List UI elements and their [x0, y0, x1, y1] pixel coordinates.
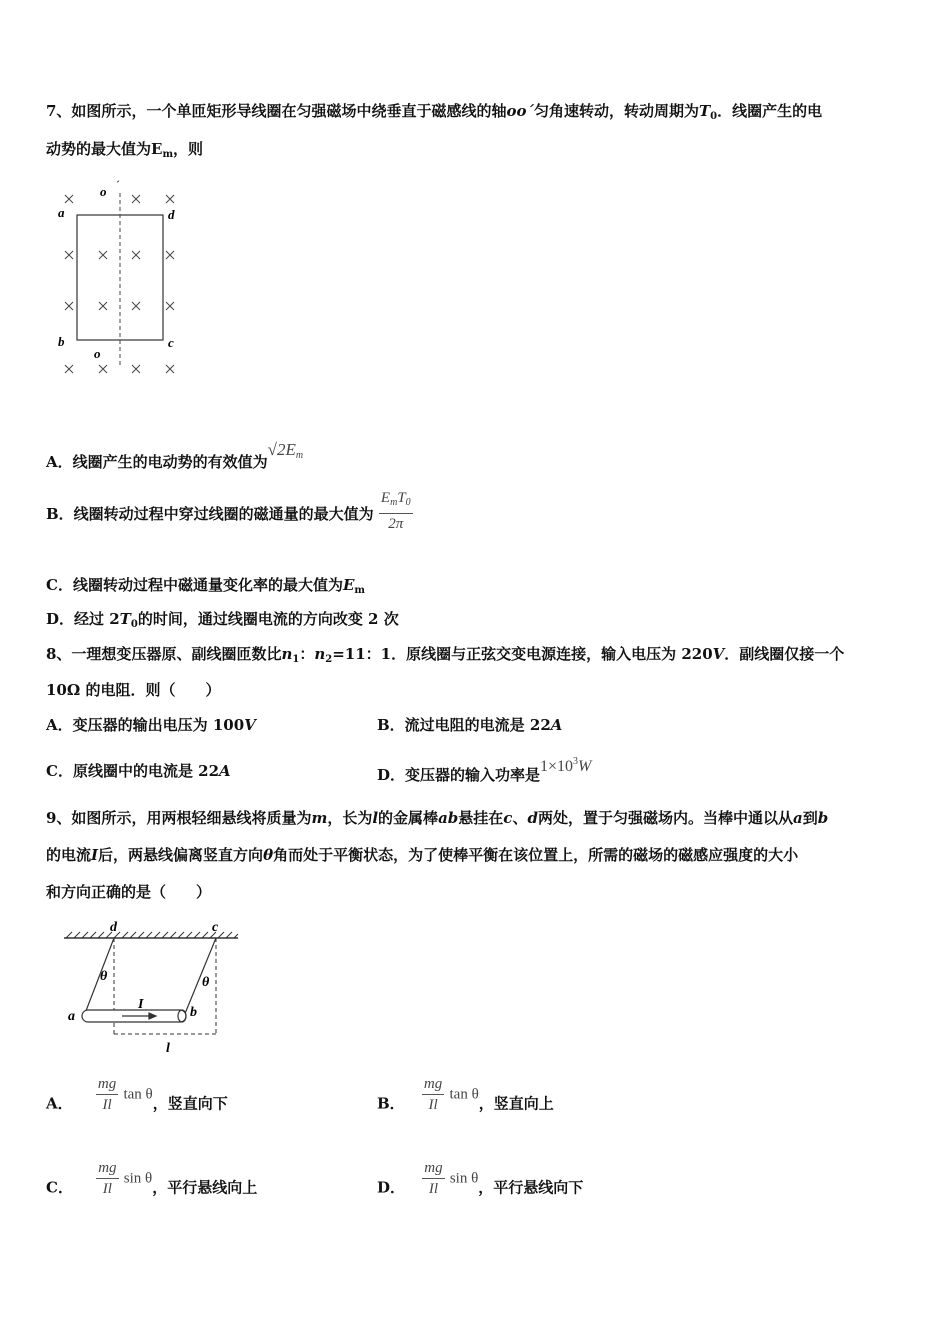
em-t0-over-2pi-formula: $\frac{E_mT_0}{2\pi}$	[380, 490, 411, 532]
q8-option-c[interactable]: C．原线圈中的电流是 22A	[46, 762, 231, 780]
q7-option-a[interactable]: A．线圈产生的电动势的有效值为$√2E_m$	[46, 440, 304, 471]
rod-label-theta-right: θ	[202, 975, 210, 990]
q7-stem-line2: 动势的最大值为$E_m$，则	[46, 140, 204, 160]
q9-option-a[interactable]: A． $\frac{mg}{Il}$ tan θ，竖直向下	[46, 1076, 228, 1113]
q9-stem-line3: 和方向正确的是（ ）	[46, 883, 212, 901]
label-o-top: o	[100, 184, 107, 199]
q9-rod-figure	[60, 912, 250, 1062]
rod-label-current: I	[138, 997, 144, 1012]
label-b: b	[58, 334, 65, 349]
q8-option-d[interactable]: D．变压器的输入功率是$1\times 10^3W$	[377, 756, 592, 784]
q8-stem-line1: 8、一理想变压器原、副线圈匝数比$n_1$：$n_2=11$：1．原线圈与正弦交变电源连接，输入电压为 220V．副线圈仅接一个	[46, 645, 845, 665]
label-d: d	[168, 207, 175, 222]
rod-label-length: l	[166, 1041, 170, 1056]
rod-label-a: a	[68, 1009, 75, 1024]
q9-option-b[interactable]: B． $\frac{mg}{Il}$ tan θ，竖直向上	[377, 1076, 554, 1113]
mg-over-il-formula: $\frac{mg}{Il}$	[97, 1076, 117, 1113]
rod-label-c: c	[212, 920, 219, 935]
q7-coil-figure	[52, 178, 192, 383]
q9-stem-line1: 9、如图所示，用两根轻细悬线将质量为m，长为l的金属棒ab悬挂在c、d两处，置于匀强磁场内。当棒中通以从a到b	[46, 809, 829, 827]
sqrt2-em-formula: $√2E_m$	[267, 440, 304, 461]
rod-label-d: d	[110, 920, 117, 935]
label-a: a	[58, 205, 65, 220]
rod-label-b: b	[190, 1005, 197, 1020]
q9-option-d[interactable]: D． $\frac{mg}{Il}$ sin θ，平行悬线向下	[377, 1160, 584, 1197]
q7-stem-line1: 7、如图所示，一个单匝矩形导线圈在匀强磁场中绕垂直于磁感线的轴oo´匀角速转动，转动周期为$T_0$．线圈产生的电	[46, 102, 823, 122]
mg-over-il-formula: $\frac{mg}{Il}$	[423, 1076, 443, 1113]
label-c: c	[168, 335, 174, 350]
label-o-bottom: o	[94, 346, 101, 361]
q7-option-d[interactable]: D．经过 $2T_0$的时间，通过线圈电流的方向改变 2 次	[46, 610, 399, 630]
label-o-prime: ´	[116, 178, 120, 192]
q7-option-c[interactable]: C．线圈转动过程中磁通量变化率的最大值为$E_m$	[46, 576, 365, 596]
q8-stem-line2: 10Ω 的电阻．则（ ）	[46, 681, 221, 699]
rod-label-theta-left: θ	[100, 969, 108, 984]
q7-option-b[interactable]: B．线圈转动过程中穿过线圈的磁通量的最大值为 $\frac{E_mT_0}{2\pi}$	[46, 490, 411, 532]
mg-over-il-formula: $\frac{mg}{Il}$	[98, 1160, 117, 1197]
q8-option-a[interactable]: A．变压器的输出电压为 100V	[46, 716, 256, 734]
q8-option-b[interactable]: B．流过电阻的电流是 22A	[377, 716, 563, 734]
q9-stem-line2: 的电流I后，两悬线偏离竖直方向θ角而处于平衡状态，为了使棒平衡在该位置上，所需的磁场的磁感应强度的大小	[46, 846, 799, 864]
q9-option-c[interactable]: C． $\frac{mg}{Il}$ sin θ，平行悬线向上	[46, 1160, 258, 1197]
mg-over-il-formula: $\frac{mg}{Il}$	[424, 1160, 443, 1197]
power-formula: $1\times 10^3W$	[540, 756, 592, 775]
axis-label: oo´	[506, 102, 534, 120]
